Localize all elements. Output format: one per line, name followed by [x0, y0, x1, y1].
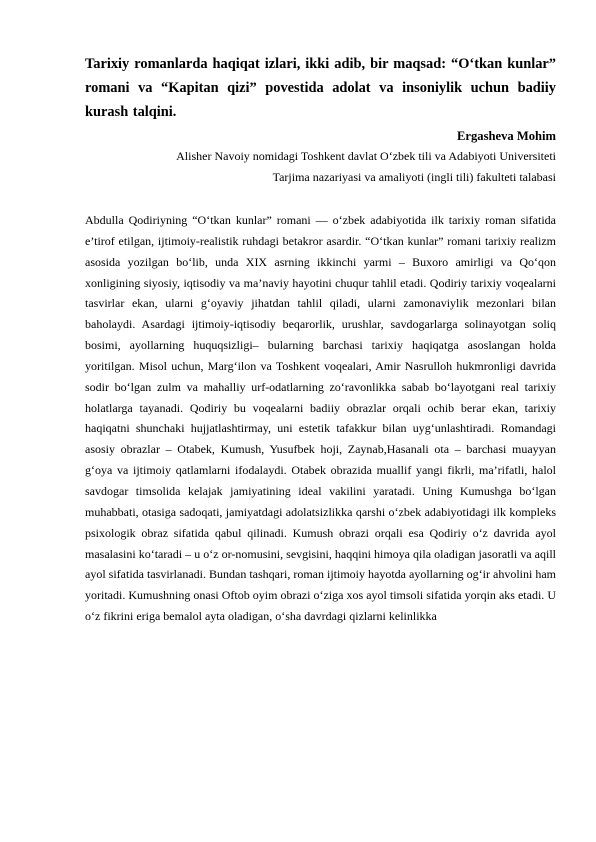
affiliation-university: Alisher Navoiy nomidagi Toshkent davlat O‘zbek tili va Adabiyoti Universiteti — [176, 149, 556, 163]
affiliation-faculty: Tarjima nazariyasi va amaliyoti (ingli tili) fakulteti talabasi — [272, 170, 556, 184]
article-body-paragraph: Abdulla Qodiriyning “O‘tkan kunlar” romani — o‘zbek adabiyotida ilk tarixiy roman sifatida e’tirof etilgan, ijtimoiy-realistik ruhdagi betakror asardir. “O‘tkan kunlar” romani tarixiy realizm asosida yozilgan bo‘lib, unda XIX asrning ikkinchi yarmi – Buxoro amirligi va Qo‘qon xonligining siyosiy, iqtisodiy va ma’naviy hayotini chuqur tahlil etadi. Qodiriy tarixiy voqealarni tasvirlar ekan, ularni g‘oyaviy jihatdan tahlil qiladi, ularni zamonaviylik mezonlari bilan baholaydi. Asardagi ijtimoiy-iqtisodiy beqarorlik, urushlar, savdogarlarga solinayotgan soliq bosimi, ayollarning huquqsizligi– bularning barchasi tarixiy haqiqatga asoslangan holda yoritilgan. Misol uchun, Marg‘ilon va Toshkent voqealari, Amir Nasrulloh hukmronligi davrida sodir bo‘lgan zulm va mahalliy urf-odatlarning zo‘ravonlikka sabab bo‘layotgani real tarixiy holatlarga tayanadi. Qodiriy bu voqealarni badiiy obrazlar orqali ochib berar ekan, tarixiy haqiqatni shunchaki hujjatlashtirmay, uni estetik tafakkur bilan uyg‘unlashtiradi. Romandagi asosiy obrazlar – Otabek, Kumush, Yusufbek hoji, Zaynab,Hasanali ota – barchasi muayyan g‘oya va ijtimoiy qatlamlarni ifodalaydi. Otabek obrazida muallif yangi fikrli, ma’rifatli, halol savdogar timsolida kelajak jamiyatining ideal vakilini yaratadi. Uning Kumushga bo‘lgan muhabbati, otasiga sadoqati, jamiyatdagi adolatsizlikka qarshi o‘zbek adabiyotidagi ilk kompleks psixologik obraz sifatida qabul qilinadi. Kumush obrazi orqali esa Qodiriy o‘z davrida ayol masalasini ko‘taradi – u o‘z or-nomusini, sevgisini, haqqini himoya qila oladigan jasoratli va aqill ayol sifatida tasvirlanadi. Bundan tashqari, roman ijtimoiy hayotda ayollarning og‘ir ahvolini ham yoritadi. Kumushning onasi Oftob oyim obrazi o‘ziga xos ayol timsoli sifatida yorqin aks etadi. U o‘z fikrini eriga bemalol ayta oladigan, o‘sha davrdagi qizlarni kelinlikka — [85, 213, 556, 624]
document-page — [85, 52, 556, 627]
author-name: Ergasheva Mohim — [457, 129, 556, 143]
article-title: Tarixiy romanlarda haqiqat izlari, ikki adib, bir maqsad: “O‘tkan kunlar” romani va “Kapitan qizi” povestida adolat va insoniylik uchun badiiy kurash talqini. — [85, 56, 556, 120]
